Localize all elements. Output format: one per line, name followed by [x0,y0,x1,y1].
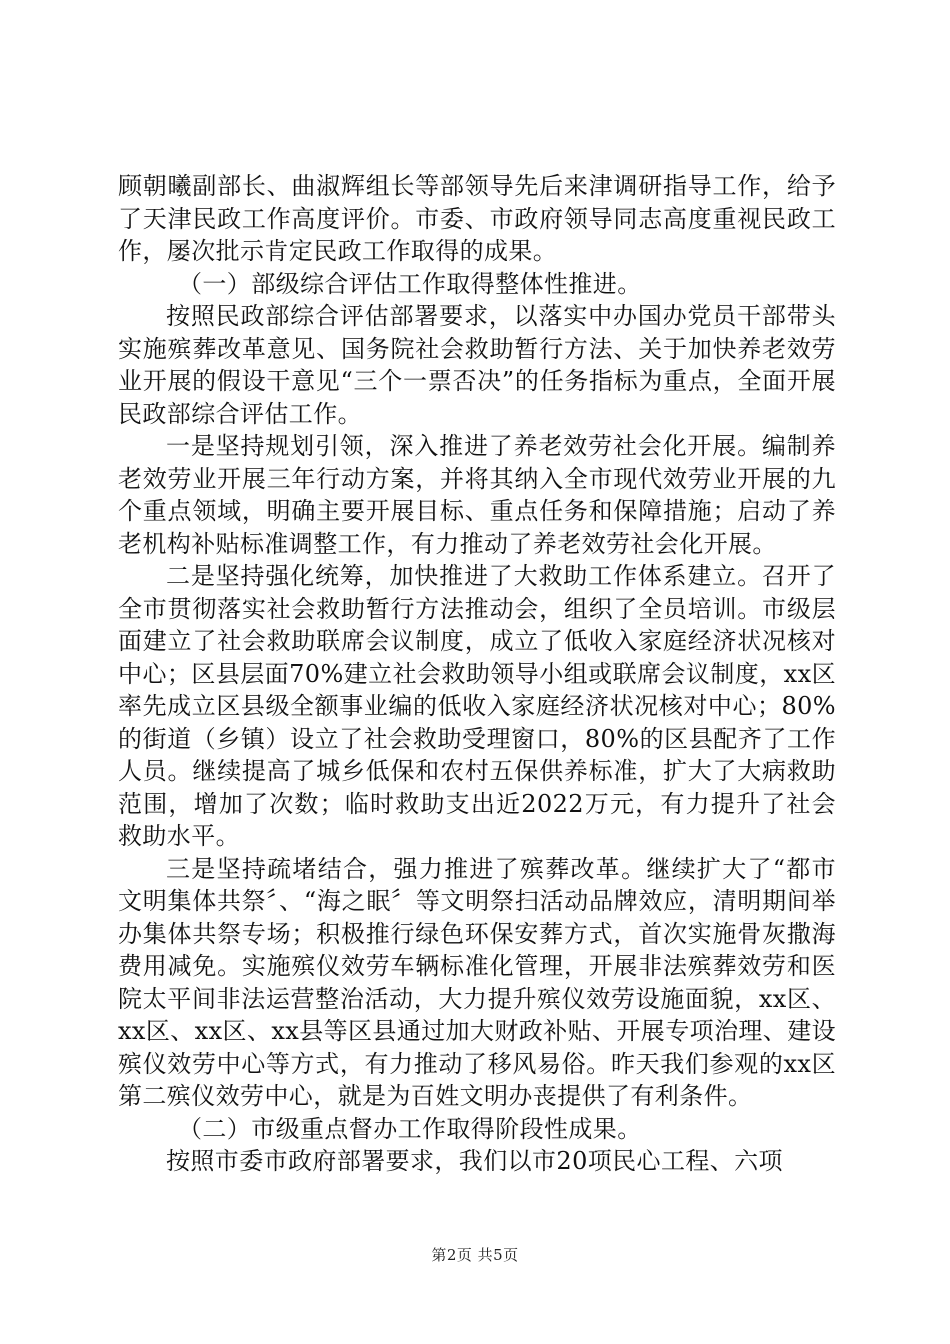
paragraph-evaluation: 按照民政部综合评估部署要求，以落实中办国办党员干部带头实施殡葬改革意见、国务院社会救助暂行方法、关于加快养老效劳业开展的假设干意见“三个一票否决”的任务指标为重点，全面开展民政部综合评估工作。 [118,302,836,428]
section-heading-1: （一）部级综合评估工作取得整体性推进。 [178,269,642,298]
paragraph-intro: 顾朝曦副部长、曲淑辉组长等部领导先后来津调研指导工作，给予了天津民政工作高度评价。市委、市政府领导同志高度重视民政工作，屡次批示肯定民政工作取得的成果。 [118,172,836,265]
paragraph-elderly-care: 一是坚持规划引领，深入推进了养老效劳社会化开展。编制养老效劳业开展三年行动方案，并将其纳入全市现代效劳业开展的九个重点领域，明确主要开展目标、重点任务和保障措施；启动了养老机构补贴标准调整工作，有力推动了养老效劳社会化开展。 [118,432,836,558]
paragraph-city-tasks: 按照市委市政府部署要求，我们以市20项民心工程、六项 [166,1147,783,1175]
page-footer: 第2页 共5页 [431,1246,519,1264]
document-body [118,170,836,1178]
paragraph-funeral-reform: 三是坚持疏堵结合，强力推进了殡葬改革。继续扩大了“都市文明集体共祭〞、“海之眠〞等文明祭扫活动品牌效应，清明期间举办集体共祭专场；积极推行绿色环保安葬方式，首次实施骨灰撒海费用减免。实施殡仪效劳车辆标准化管理，开展非法殡葬效劳和医院太平间非法运营整治活动，大力提升殡仪效劳设施面貌，xx区、xx区、xx区、xx县等区县通过加大财政补贴、开展专项治理、建设殡仪效劳中心等方式，有力推动了移风易俗。昨天我们参观的xx区第二殡仪效劳中心，就是为百姓文明办丧提供了有利条件。 [118,854,837,1110]
section-heading-2: （二）市级重点督办工作取得阶段性成果。 [178,1114,642,1143]
paragraph-social-assistance: 二是坚持强化统筹，加快推进了大救助工作体系建立。召开了全市贯彻落实社会救助暂行方法推动会，组织了全员培训。市级层面建立了社会救助联席会议制度，成立了低收入家庭经济状况核对中心；区县层面70%建立社会救助领导小组或联席会议制度，xx区率先成立区县级全额事业编的低收入家庭经济状况核对中心；80%的街道（乡镇）设立了社会救助受理窗口，80%的区县配齐了工作人员。继续提高了城乡低保和农村五保供养标准，扩大了大病救助范围，增加了次数；临时救助支出近2022万元，有力提升了社会救助水平。 [118,562,836,850]
